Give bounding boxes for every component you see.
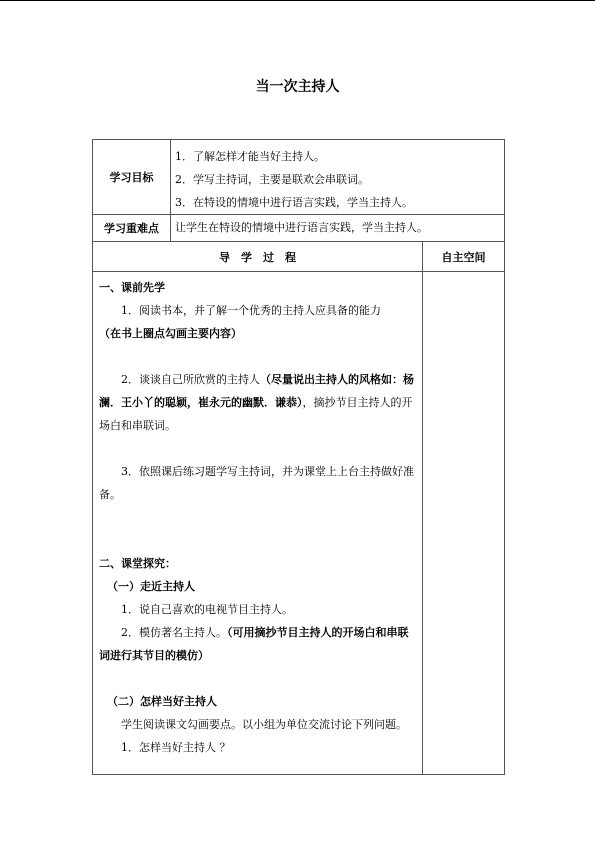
key-points-row	[93, 215, 505, 242]
lesson-table	[92, 139, 505, 775]
self-space-cell	[423, 272, 505, 775]
goals-row	[93, 140, 505, 215]
part1-item2-bold: （可用摘抄节目主持人的开场白和串联词进行其节目的模仿）	[99, 626, 409, 662]
part2-heading: （二）怎样当好主持人	[107, 695, 217, 708]
top-rule	[0, 0, 595, 1]
goal-item: 2．学写主持词，主要是联欢会串联词。	[175, 173, 369, 186]
section1-item2-post: ，摘抄节目主持人的开场白和串联词。	[99, 396, 413, 432]
section1-item3: 3．依照课后练习题学写主持词，并为课堂上上台主持做好准备。	[99, 465, 414, 501]
section1-item2-bold: （尽量说出主持人的风格如：杨澜．王小丫的聪颖，崔永元的幽默．谦恭）	[99, 373, 414, 409]
header-row	[93, 242, 505, 272]
goals-label: 学习目标	[93, 140, 171, 215]
key-points-label: 学习重难点	[93, 215, 171, 242]
part2-item1: 1．怎样当好主持人 ？	[121, 741, 231, 754]
part1-item2	[99, 621, 418, 667]
space-header: 自主空间	[423, 242, 505, 272]
key-points-text: 让学生在特设的情境中进行语言实践，学当主持人。	[171, 215, 505, 242]
section1-item2-pre: 2．谈谈自己所欣赏的主持人	[121, 373, 260, 386]
process-content	[93, 272, 423, 775]
spacer	[99, 529, 418, 552]
goals-list	[171, 140, 505, 215]
goal-item: 3．在特设的情境中进行语言实践，学当主持人。	[175, 196, 413, 209]
section1-item1-text: 1．阅读书本，并了解一个优秀的主持人应具备的能力	[121, 304, 381, 317]
part2-text: 学生阅读课文勾画要点。以小组为单位交流讨论下列问题。	[121, 718, 407, 731]
page-title: 当一次主持人	[255, 79, 340, 95]
goal-item: 1．了解怎样才能当好主持人。	[175, 150, 325, 163]
part1-item1: 1．说自己喜欢的电视节目主持人。	[121, 603, 293, 616]
spacer	[99, 437, 418, 460]
section2-heading: 二、课堂探究：	[99, 557, 176, 570]
section1-item1	[99, 299, 418, 322]
section1-item1-note: （在书上圈点勾画主要内容）	[99, 327, 242, 340]
spacer	[99, 506, 418, 529]
section1-heading: 一、课前先学	[99, 281, 165, 294]
spacer	[99, 345, 418, 368]
part1-item2-pre: 2．模仿著名主持人。	[121, 626, 227, 639]
part1-heading: （一）走近主持人	[107, 580, 195, 593]
process-header: 导 学 过 程	[93, 242, 423, 272]
spacer	[99, 667, 418, 690]
content-row	[93, 272, 505, 775]
section1-item2	[99, 368, 418, 437]
